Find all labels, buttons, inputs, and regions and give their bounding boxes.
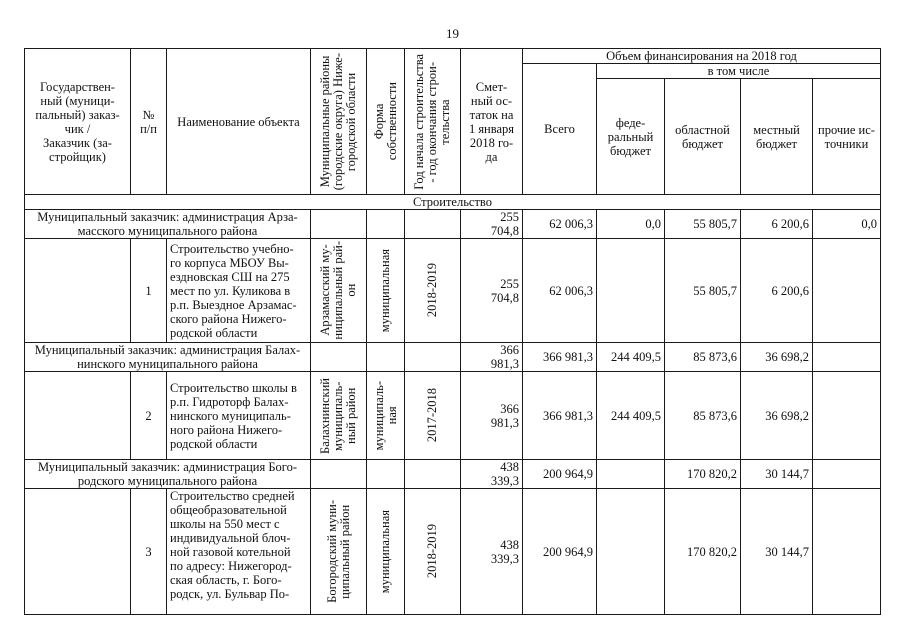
group-customer: Муниципальный заказчик: администрация Арза- масского муниципального района [25,210,311,239]
header-funding-title: Объем финансирования на 2018 год [523,49,881,64]
object-local: 6 200,6 [741,239,813,343]
empty-cell [25,372,131,460]
header-row-1 [25,49,881,64]
object-ownership: муниципаль- ная [367,372,405,460]
object-row [25,239,881,343]
empty-cell [405,460,461,489]
object-ownership: муниципальная [367,489,405,615]
group-local: 30 144,7 [741,460,813,489]
group-total: 366 981,3 [523,343,597,372]
object-other [813,372,881,460]
empty-cell [25,489,131,615]
empty-cell [367,210,405,239]
group-other [813,343,881,372]
object-regional: 170 820,2 [665,489,741,615]
header-total: Всего [523,64,597,195]
object-row [25,489,881,615]
object-estimate: 366 981,3 [461,372,523,460]
header-ownership: Форма собственности [367,49,405,195]
empty-cell [367,343,405,372]
group-other [813,460,881,489]
header-years: Год начала строительства - год окончания строи- тельства [405,49,461,195]
object-number: 1 [131,239,167,343]
group-local: 6 200,6 [741,210,813,239]
header-including: в том числе [597,64,881,79]
section-title: Строительство [25,195,881,210]
object-local: 36 698,2 [741,372,813,460]
object-name: Строительство средней общеобразовательной школы на 550 мест с индивидуальной блоч- ной газовой котельной по адресу: Нижегород- ская область, г. Бого- родск, ул. Бульвар По- [167,489,311,615]
group-federal: 0,0 [597,210,665,239]
object-years: 2017-2018 [405,372,461,460]
header-other: прочие ис- точники [813,79,881,195]
empty-cell [405,210,461,239]
object-federal: 244 409,5 [597,372,665,460]
object-row [25,372,881,460]
group-estimate: 366 981,3 [461,343,523,372]
group-row [25,210,881,239]
object-regional: 55 805,7 [665,239,741,343]
object-regional: 85 873,6 [665,372,741,460]
empty-cell [25,239,131,343]
header-districts: Муниципальные районы (городские округа) Ниже- городской области [311,49,367,195]
object-other [813,489,881,615]
header-federal: феде- ральный бюджет [597,79,665,195]
object-years: 2018-2019 [405,489,461,615]
object-federal [597,239,665,343]
header-regional: областной бюджет [665,79,741,195]
object-district: Богородский муни- ципальный район [311,489,367,615]
object-name: Строительство учебно- го корпуса МБОУ Вы- ездновская СШ на 275 мест по ул. Куликова в р.п. Выездное Арзамас- ского района Нижего- родской области [167,239,311,343]
empty-cell [311,343,367,372]
empty-cell [367,460,405,489]
object-ownership: муниципальная [367,239,405,343]
object-estimate: 255 704,8 [461,239,523,343]
header-customer: Государствен- ный (муници- пальный) заказ- чик / Заказчик (за- стройщик) [25,49,131,195]
object-estimate: 438 339,3 [461,489,523,615]
group-customer: Муниципальный заказчик: администрация Бого- родского муниципального района [25,460,311,489]
group-total: 62 006,3 [523,210,597,239]
object-other [813,239,881,343]
header-object-name: Наименование объекта [167,49,311,195]
object-number: 3 [131,489,167,615]
group-customer: Муниципальный заказчик: администрация Балах- нинского муниципального района [25,343,311,372]
page-number: 19 [446,26,459,41]
object-number: 2 [131,372,167,460]
group-row [25,343,881,372]
empty-cell [405,343,461,372]
object-name: Строительство школы в р.п. Гидроторф Балах- нинского муниципаль- ного района Нижего- родской области [167,372,311,460]
header-number: № п/п [131,49,167,195]
object-total: 366 981,3 [523,372,597,460]
object-district: Балахнинский муниципаль- ный район [311,372,367,460]
object-federal [597,489,665,615]
group-row [25,460,881,489]
object-local: 30 144,7 [741,489,813,615]
object-total: 62 006,3 [523,239,597,343]
object-years: 2018-2019 [405,239,461,343]
group-estimate: 255 704,8 [461,210,523,239]
object-district: Арзамасский му- ниципальный рай- он [311,239,367,343]
group-local: 36 698,2 [741,343,813,372]
empty-cell [311,210,367,239]
group-federal: 244 409,5 [597,343,665,372]
group-other: 0,0 [813,210,881,239]
group-regional: 170 820,2 [665,460,741,489]
group-estimate: 438 339,3 [461,460,523,489]
group-regional: 55 805,7 [665,210,741,239]
header-local: местный бюджет [741,79,813,195]
group-total: 200 964,9 [523,460,597,489]
header-estimate: Смет- ный ос- таток на 1 января 2018 го- да [461,49,523,195]
group-federal [597,460,665,489]
empty-cell [311,460,367,489]
section-row [25,195,881,210]
financing-table [24,48,881,615]
object-total: 200 964,9 [523,489,597,615]
group-regional: 85 873,6 [665,343,741,372]
